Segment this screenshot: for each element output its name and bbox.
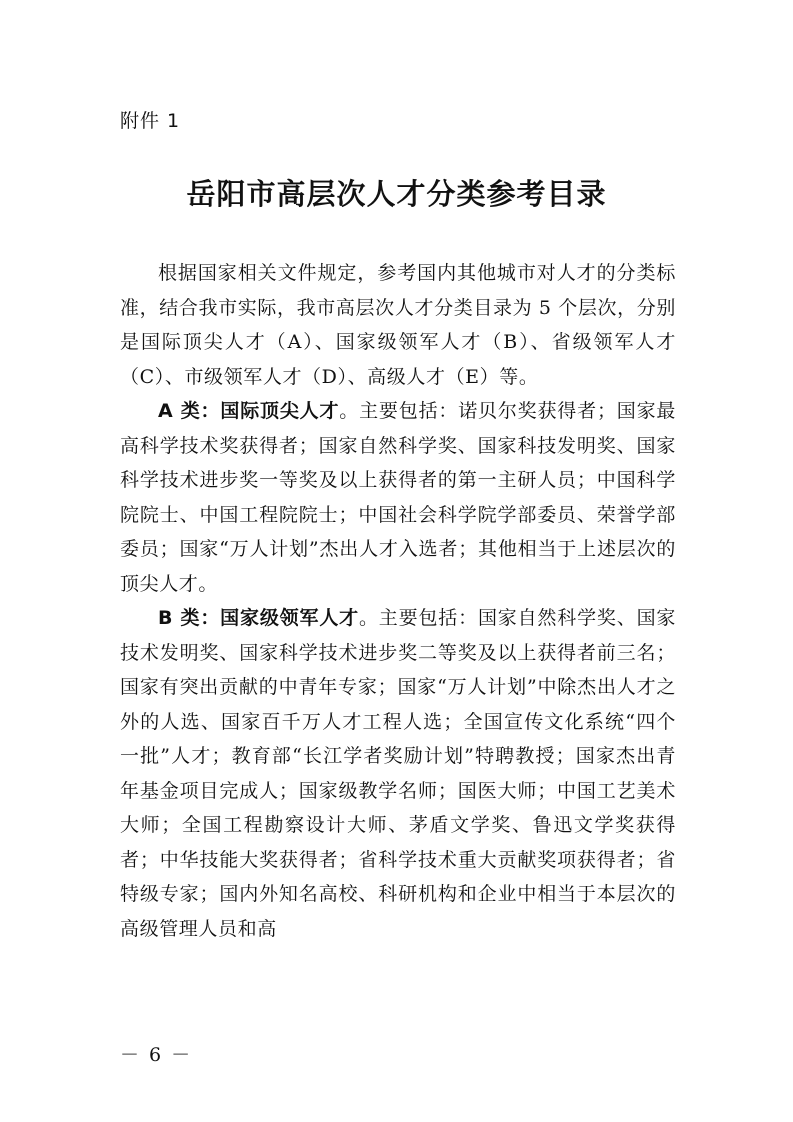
document-body bbox=[120, 256, 676, 946]
category-a-label: A 类：国际顶尖人才 bbox=[158, 400, 340, 422]
category-b-paragraph bbox=[120, 601, 676, 946]
category-a-text: 。主要包括：诺贝尔奖获得者；国家最高科学技术奖获得者；国家自然科学奖、国家科技发明奖、国家科学技术进步奖一等奖及以上获得者的第一主研人员；中国科学院院士、中国工程院院士；中国社会科学院学部委员、荣誉学部委员；国家“万人计划”杰出人才入选者；其他相当于上述层次的顶尖人才。 bbox=[120, 400, 676, 595]
category-b-label: B 类：国家级领军人才 bbox=[158, 607, 359, 629]
category-a-paragraph bbox=[120, 394, 676, 601]
page-number: － 6 － bbox=[120, 1044, 193, 1066]
attachment-label: 附件 1 bbox=[120, 110, 181, 132]
category-b-text: 。主要包括：国家自然科学奖、国家技术发明奖、国家科学技术进步奖二等奖及以上获得者前三名；国家有突出贡献的中青年专家；国家“万人计划”中除杰出人才之外的人选、国家百千万人才工程人选；全国宣传文化系统“四个一批”人才；教育部“长江学者奖励计划”特聘教授；国家杰出青年基金项目完成人；国家级教学名师；国医大师；中国工艺美术大师；全国工程勘察设计大师、茅盾文学奖、鲁迅文学奖获得者；中华技能大奖获得者；省科学技术重大贡献奖项获得者；省特级专家；国内外知名高校、科研机构和企业中相当于本层次的高级管理人员和高 bbox=[120, 607, 676, 940]
intro-paragraph: 根据国家相关文件规定，参考国内其他城市对人才的分类标准，结合我市实际，我市高层次人才分类目录为 5 个层次，分别是国际顶尖人才（A）、国家级领军人才（B）、省级领军人才（C）、市级领军人才（D）、高级人才（E）等。 bbox=[120, 262, 676, 388]
document-title: 岳阳市高层次人才分类参考目录 bbox=[186, 177, 607, 211]
